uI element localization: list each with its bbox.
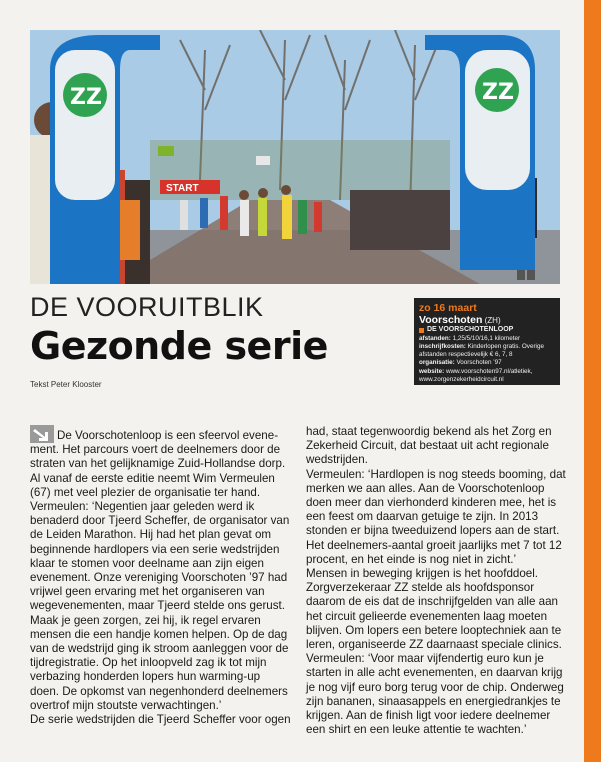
orange-square-icon bbox=[419, 328, 424, 333]
event-name-row bbox=[419, 326, 555, 334]
right-arch-logo: ZZ bbox=[482, 80, 514, 105]
paragraph: Vermeulen: ‘Hardlopen is nog steeds booming, dat merken we aan alles. Aan de Voorschotenloop doen meer dan vierhonderd kinderen mee, het is een feest om daarvan getuige te zijn. In 2013 stonden er bijna tweeduizend lopers aan de start. Het deelnemers-aantal groeit jaarlijks met 7 tot 12 procent, en het einde is nog niet in zicht.’ bbox=[306, 467, 566, 566]
arrow-down-right-icon bbox=[30, 425, 54, 443]
event-name: DE VOORSCHOTENLOOP bbox=[427, 326, 514, 334]
fees-row bbox=[419, 343, 555, 360]
event-location bbox=[419, 314, 555, 326]
left-arch-logo: ZZ bbox=[70, 85, 102, 110]
race-photo-illustration bbox=[30, 30, 560, 284]
paragraph: De serie wedstrijden die Tjeerd Scheffer voor ogen bbox=[30, 713, 291, 727]
article-column-1 bbox=[30, 425, 292, 727]
organisation-key: organisatie: bbox=[419, 359, 455, 367]
paragraph: Mensen in beweging krijgen is het hoofddoel. Zorgverzekeraar ZZ stelde als hoofdsponsor daarom de eis dat de inschrijfgelden van alle aan het circuit gelieerde evenementen laag moeten blijven. Om lopers een betere looptechniek aan te leren, organiseerde ZZ daarnaast speciale clinics. bbox=[306, 567, 562, 652]
event-place: Voorschoten bbox=[419, 314, 483, 326]
paragraph bbox=[30, 425, 292, 500]
fees-key: inschrijfkosten: bbox=[419, 342, 466, 350]
paragraph: had, staat tegenwoordig bekend als het Zorg en Zekerheid Circuit, dat bestaat uit acht regionale wedstrijden. bbox=[306, 425, 552, 467]
section-label: DE VOORUITBLIK bbox=[30, 292, 264, 322]
author-credit: Tekst Peter Klooster bbox=[30, 380, 102, 389]
article-column-2 bbox=[306, 425, 568, 737]
article-headline: Gezonde serie bbox=[30, 324, 328, 368]
distances-row bbox=[419, 335, 555, 343]
paragraph-text: De Voorschotenloop is een sfeervol evene-ment. Het parcours voert de deelnemers door de straten van het gelijknamige Zuid-Hollandse dorp. Al vanaf de eerste editie neemt Wim Vermeulen (67) met veel plezier de organisatie ter hand. bbox=[30, 429, 286, 499]
organisation-value: Voorschoten ’97 bbox=[454, 359, 502, 367]
event-infobox bbox=[414, 298, 560, 385]
paragraph: Vermeulen: ‘Negentien jaar geleden werd ik benaderd door Tjeerd Scheffer, de organisator van de Leiden Marathon. Hij had het plan gevat om beginnende hardlopers via een serie wedstrijden klaar te stomen voor deelname aan zijn eigen evenement. Onze vereniging Voorschoten ’97 had vrijwel geen ervaring met het organiseren van wegevenementen, maar Tjeerd stelde ons gerust. Maak je geen zorgen, zei hij, ik regel ervaren mensen die een handje komen helpen. Op de dag van de wedstrijd ging ik stroom aanleggen voor de tijdregistratie. Op het inloopveld zag ik tot mijn verbazing honderden lopers hun warming-up doen. De opkomst van negenhonderd deelnemers overtrof mijn stoutste verwachtingen.’ bbox=[30, 500, 290, 712]
website-value: www.voorschoten97.nl/atletiek, www.zorgenzekerheidcircuit.nl bbox=[419, 367, 533, 384]
event-province: (ZH) bbox=[482, 316, 501, 325]
event-date: zo 16 maart bbox=[419, 302, 477, 314]
fees-value: Kinderlopen gratis. Overige afstanden respectievelijk € 6, 7, 8 bbox=[419, 342, 544, 359]
organisation-row bbox=[419, 359, 555, 367]
distances-value: 1,25/5/10/16,1 kilometer bbox=[450, 334, 521, 342]
website-key: website: bbox=[419, 367, 445, 375]
race-photo bbox=[30, 30, 560, 284]
orange-edge-bar bbox=[584, 0, 601, 762]
paragraph: Vermeulen: ‘Voor maar vijfendertig euro kun je starten in alle acht evenementen, en daarvan krijg je nog vijf euro borg terug voor de chip. Onderweg zijn bananen, sinaasappels en energiedrankjes te krijgen. Aan de finish ligt voor iedere deelnemer een shirt en een leuke attentie te wachten.’ bbox=[306, 652, 564, 737]
distances-key: afstanden: bbox=[419, 334, 451, 342]
website-row bbox=[419, 368, 555, 385]
start-banner-text: START bbox=[166, 183, 199, 194]
